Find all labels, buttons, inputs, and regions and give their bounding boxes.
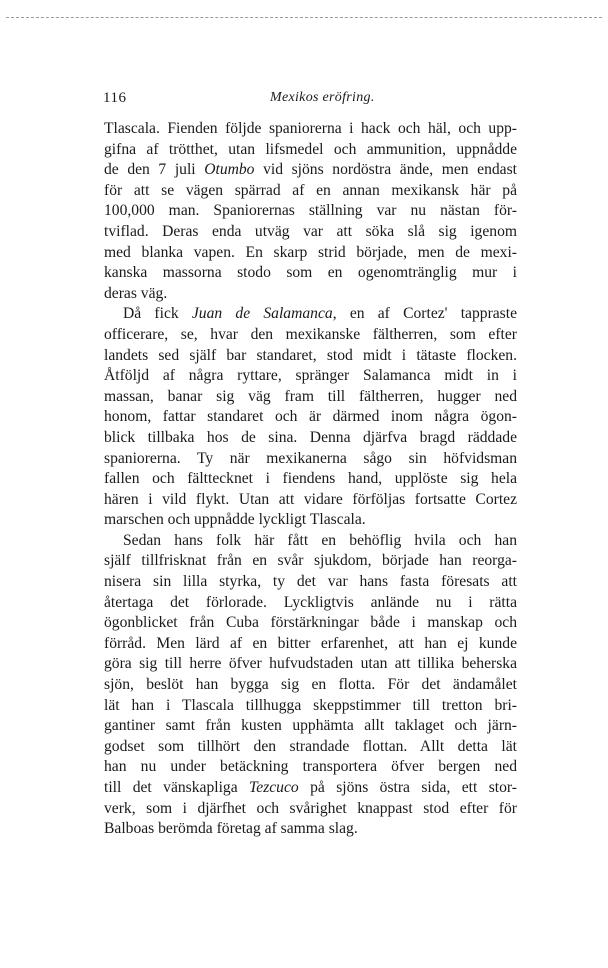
- text-line: [104, 119, 517, 140]
- page-top-rule: [6, 17, 602, 18]
- text-line: [104, 325, 517, 346]
- text-run: officerare, se, hvar den mexikanske fältherren, som efter: [104, 325, 517, 343]
- text-line: [104, 346, 517, 367]
- page-number: 116: [103, 90, 127, 106]
- body-text: [104, 119, 517, 840]
- text-run: , en af Cortez' tappraste: [332, 305, 517, 323]
- text-run: marschen och uppnådde lyckligt Tlascala.: [104, 511, 366, 529]
- text-line: [104, 263, 517, 284]
- text-run: själf tillfrisknat från en svår sjukdom, började han reorga-: [104, 552, 517, 570]
- text-line: [104, 140, 517, 161]
- text-run: till det vänskapliga: [104, 779, 250, 796]
- text-run: godset som tillhört den strandade flottan. Allt detta lät: [104, 737, 517, 755]
- text-line: [104, 510, 517, 531]
- text-run: Åtföljd af några ryttare, spränger Salamanca midt in i: [104, 367, 517, 385]
- text-line: [104, 675, 517, 696]
- text-run: återtaga det förlorade. Lyckligtvis anlände nu i rätta: [104, 593, 517, 611]
- text-run: de den 7 juli: [104, 161, 205, 179]
- italic-text: Juan de Salamanca: [191, 305, 333, 323]
- text-run: gantiner samt från kusten upphämta allt taklaget och järn-: [104, 717, 517, 735]
- text-line: [104, 757, 517, 778]
- text-run: landets sed själf bar standaret, stod midt i tätaste flocken.: [104, 346, 517, 364]
- text-line: [104, 613, 517, 634]
- text-run: gifna af trötthet, utan lifsmedel och ammunition, uppnådde: [104, 140, 517, 158]
- text-run: på sjöns östra sida, ett stor-: [298, 779, 517, 796]
- text-line: [104, 469, 517, 490]
- text-run: hären i vild flykt. Utan att vidare förföljas fortsatte Cortez: [104, 490, 517, 508]
- text-run: med blanka vapen. En skarp strid började, men de mexi-: [104, 243, 517, 261]
- text-line: [104, 284, 517, 305]
- text-line: [104, 428, 517, 449]
- text-line: [104, 551, 517, 572]
- text-line: [104, 449, 517, 470]
- text-line: [104, 531, 517, 552]
- text-line: [104, 593, 517, 614]
- text-run: nisera sin lilla styrka, ty det var hans fasta föresats att: [104, 573, 517, 591]
- text-run: blick tillbaka hos de sina. Denna djärfva bragd räddade: [104, 428, 517, 446]
- text-line: [104, 366, 517, 387]
- page-header: [100, 90, 520, 110]
- text-run: honom, fattar standaret och är därmed inom några ögon-: [104, 408, 517, 426]
- text-line: [104, 243, 517, 264]
- text-line: [104, 160, 517, 181]
- text-line: [104, 696, 517, 717]
- text-run: Då fick: [123, 305, 192, 323]
- text-line: [104, 799, 517, 820]
- text-run: göra sig till herre öfver hufvudstaden utan att tillika beherska: [104, 655, 517, 673]
- text-line: [104, 490, 517, 511]
- text-line: [104, 572, 517, 593]
- text-line: [104, 716, 517, 737]
- text-run: massan, banar sig väg fram till fältherren, hugger ned: [104, 387, 517, 405]
- text-line: [104, 407, 517, 428]
- text-run: deras väg.: [104, 284, 168, 302]
- italic-text: Otumbo: [204, 161, 255, 179]
- text-run: 100,000 man. Spaniorernas ställning var nu nästan för-: [104, 202, 517, 220]
- text-line: [104, 634, 517, 655]
- text-line: [104, 201, 517, 222]
- text-run: sjön, beslöt han bygga sig en flotta. För det ändamålet: [104, 676, 517, 694]
- text-run: fallen och fälttecknet i fiendens hand, upplöste sig hela: [104, 470, 517, 488]
- text-run: för att se vägen spärrad af en annan mexikansk här på: [104, 181, 517, 199]
- text-line: [104, 387, 517, 408]
- text-line: [104, 181, 517, 202]
- text-run: han nu under betäckning transportera öfver bergen ned: [104, 758, 517, 776]
- text-run: tviflad. Deras enda utväg var att söka slå sig igenom: [104, 222, 517, 240]
- italic-text: Tezcuco: [249, 779, 299, 796]
- running-title: Mexikos eröfring.: [270, 90, 375, 105]
- text-run: Tlascala. Fienden följde spaniorerna i hack och häl, och upp-: [104, 120, 517, 137]
- text-run: vid sjöns nordöstra ände, men endast: [254, 161, 517, 179]
- text-run: ögonblicket från Cuba förstärkningar både i manskap och: [104, 614, 517, 632]
- text-run: kanska massorna stodo som en ogenomtränglig mur i: [104, 264, 517, 282]
- text-run: lät han i Tlascala tillhugga skeppstimmer till tretton bri-: [104, 696, 517, 714]
- text-run: Sedan hans folk här fått en behöflig hvila och han: [123, 531, 517, 549]
- text-run: verk, som i djärfhet och svårighet knappast stod efter för: [104, 799, 517, 817]
- text-line: [104, 654, 517, 675]
- text-line: [104, 819, 517, 840]
- text-run: förråd. Men lärd af en bitter erfarenhet, att han ej kunde: [104, 634, 517, 652]
- text-line: [104, 737, 517, 758]
- text-run: Balboas berömda företag af samma slag.: [104, 820, 358, 838]
- text-line: [104, 222, 517, 243]
- text-line: [104, 304, 517, 325]
- text-run: spaniorerna. Ty när mexikanerna sågo sin höfvidsman: [104, 449, 517, 467]
- text-line: [104, 778, 517, 799]
